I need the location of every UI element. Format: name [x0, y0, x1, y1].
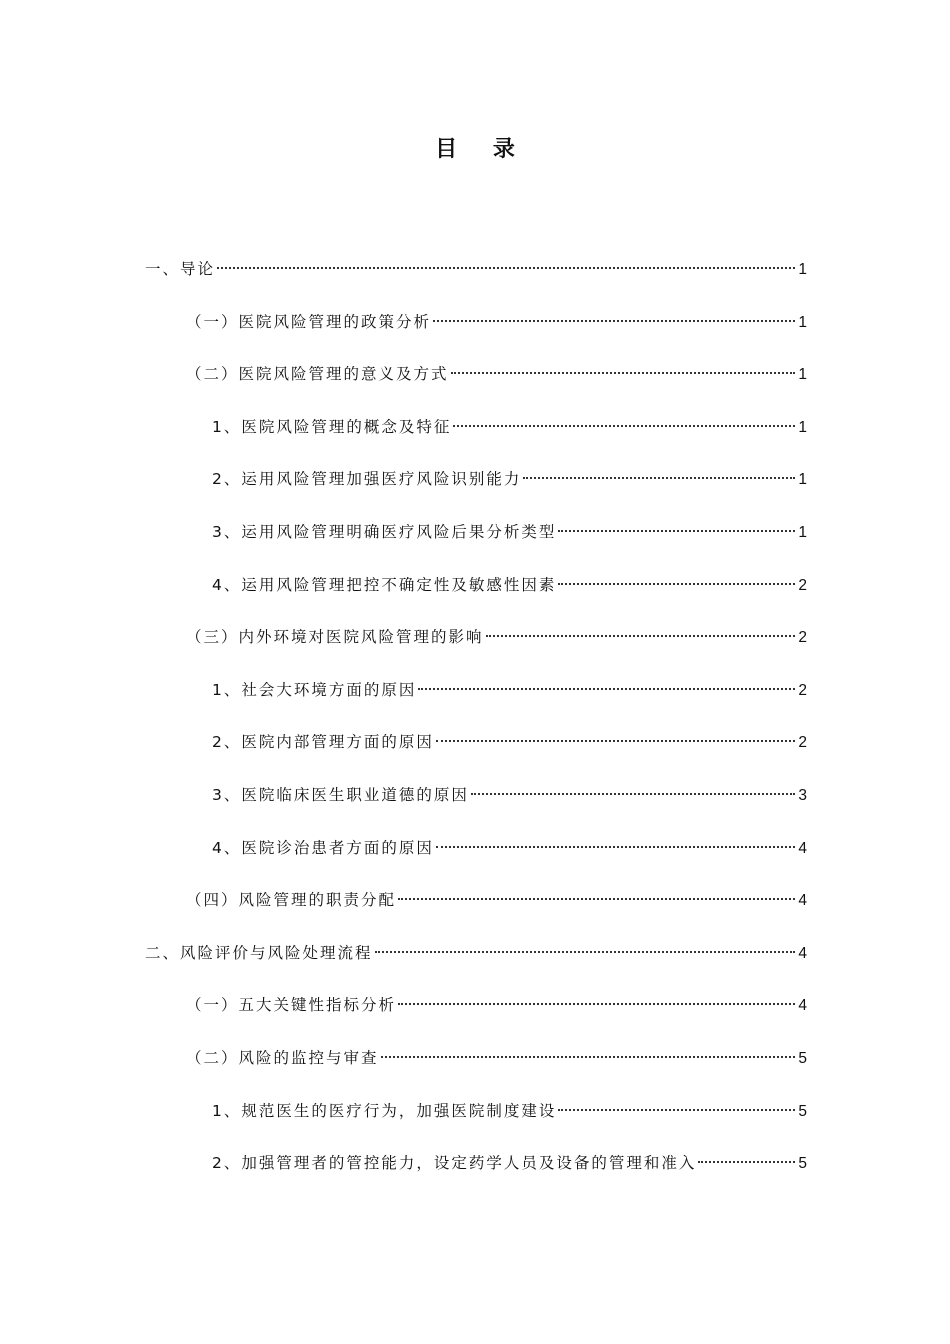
toc-entry-page: 4: [798, 892, 807, 910]
toc-leader-dots: [375, 951, 796, 953]
toc-entry-text: （二）风险的监控与审查: [186, 1048, 379, 1067]
toc-leader-dots: [217, 267, 795, 269]
toc-entry-text: 2、医院内部管理方面的原因: [212, 733, 434, 752]
toc-leader-dots: [451, 372, 796, 374]
toc-entry-text: 2、运用风险管理加强医疗风险识别能力: [212, 470, 522, 489]
toc-entry-text: 1、社会大环境方面的原因: [212, 680, 417, 699]
toc-entry[interactable]: [212, 1150, 807, 1203]
toc-entry[interactable]: [212, 466, 807, 519]
toc-entry-text: （三）内外环境对医院风险管理的影响: [186, 628, 484, 647]
toc-entry[interactable]: [212, 729, 807, 782]
toc-entry[interactable]: [212, 1098, 807, 1151]
toc-entry-page: 2: [798, 576, 807, 594]
toc-title: 目 录: [435, 137, 529, 162]
toc-entry-text: 1、医院风险管理的概念及特征: [212, 417, 452, 436]
toc-entry-page: 2: [798, 681, 807, 699]
toc-entry[interactable]: [186, 361, 807, 414]
toc-entry-page: 1: [798, 418, 807, 436]
toc-entry-text: 一、导论: [145, 260, 216, 278]
toc-entry-text: 二、风险评价与风险处理流程: [145, 943, 373, 962]
toc-entry[interactable]: [145, 256, 807, 309]
toc-entry-page: 5: [798, 1102, 807, 1120]
toc-entry-page: 2: [798, 734, 807, 752]
toc-list: [0, 256, 950, 1203]
toc-leader-dots: [453, 425, 795, 427]
toc-entry[interactable]: [212, 414, 807, 467]
toc-entry-page: 1: [798, 261, 807, 278]
toc-entry[interactable]: [212, 677, 807, 730]
toc-entry-page: 4: [798, 944, 807, 962]
toc-leader-dots: [523, 477, 795, 479]
toc-entry-page: 5: [798, 1155, 807, 1173]
toc-entry[interactable]: [186, 992, 807, 1045]
toc-entry-page: 4: [798, 839, 807, 857]
toc-entry[interactable]: [212, 782, 807, 835]
toc-leader-dots: [436, 740, 796, 742]
toc-entry-page: 2: [798, 629, 807, 647]
toc-leader-dots: [381, 1056, 796, 1058]
toc-entry-page: 1: [798, 523, 807, 541]
toc-entry-text: （四）风险管理的职责分配: [186, 891, 397, 910]
toc-leader-dots: [558, 530, 795, 532]
toc-entry-page: 5: [798, 1049, 807, 1067]
toc-entry[interactable]: [212, 835, 807, 888]
toc-entry[interactable]: [186, 1045, 807, 1098]
toc-entry-text: 3、运用风险管理明确医疗风险后果分析类型: [212, 522, 557, 541]
toc-leader-dots: [558, 583, 795, 585]
toc-leader-dots: [436, 846, 796, 848]
toc-entry-page: 4: [798, 997, 807, 1015]
toc-leader-dots: [398, 1003, 795, 1005]
toc-leader-dots: [558, 1109, 795, 1111]
toc-leader-dots: [398, 898, 795, 900]
toc-entry-text: 4、医院诊治患者方面的原因: [212, 838, 434, 857]
toc-entry-text: 4、运用风险管理把控不确定性及敏感性因素: [212, 575, 557, 594]
toc-entry[interactable]: [212, 519, 807, 572]
toc-leader-dots: [418, 688, 795, 690]
toc-leader-dots: [698, 1161, 795, 1163]
toc-entry[interactable]: [212, 572, 807, 625]
toc-entry[interactable]: [186, 624, 807, 677]
toc-entry-text: 1、规范医生的医疗行为，加强医院制度建设: [212, 1101, 557, 1120]
toc-entry-page: 1: [798, 313, 807, 331]
toc-entry-text: （二）医院风险管理的意义及方式: [186, 365, 449, 384]
toc-leader-dots: [433, 320, 795, 322]
toc-leader-dots: [471, 793, 796, 795]
toc-entry[interactable]: [145, 940, 807, 993]
toc-entry-page: 1: [798, 366, 807, 384]
toc-entry-page: 3: [798, 786, 807, 804]
toc-entry-text: （一）五大关键性指标分析: [186, 996, 397, 1015]
toc-entry-text: （一）医院风险管理的政策分析: [186, 312, 432, 331]
toc-entry-text: 2、加强管理者的管控能力，设定药学人员及设备的管理和准入: [212, 1154, 697, 1173]
toc-entry-page: 1: [798, 471, 807, 489]
toc-leader-dots: [486, 635, 796, 637]
toc-entry[interactable]: [186, 887, 807, 940]
toc-entry[interactable]: [186, 309, 807, 362]
toc-entry-text: 3、医院临床医生职业道德的原因: [212, 785, 469, 804]
